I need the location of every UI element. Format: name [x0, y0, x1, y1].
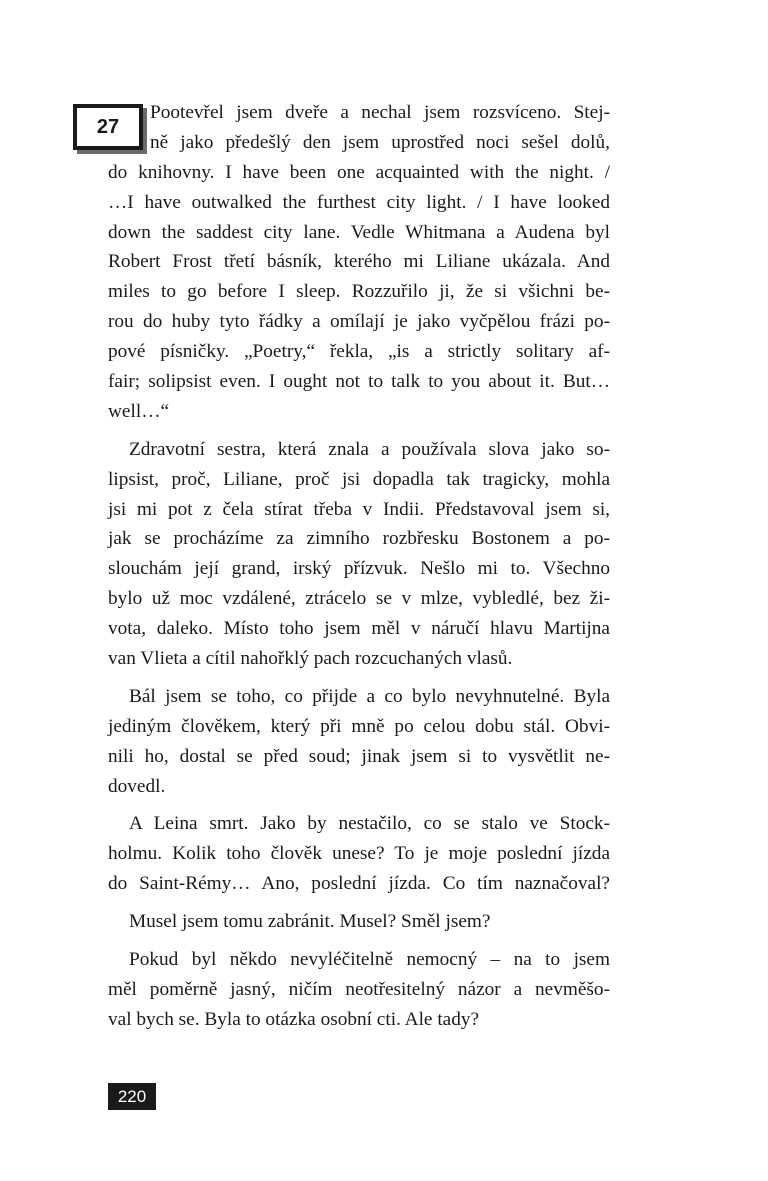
text-line: A Leina smrt. Jako by nestačilo, co se stalo ve Stock-: [129, 813, 610, 835]
text-line: val bych se. Byla to otázka osobní cti. Ale tady?: [108, 1008, 480, 1030]
text-line: holmu. Kolik toho člověk unese? To je moje poslední jízda: [108, 843, 610, 865]
text-line: měl poměrně jasný, ničím neotřesitelný názor a nevměšo-: [108, 978, 610, 1000]
text-line: rou do huby tyto řádky a omílají je jako vyčpělou frázi po-: [108, 311, 610, 333]
chapter-number: 27: [73, 104, 143, 150]
text-line: do knihovny. I have been one acquainted with the night. /: [108, 161, 610, 183]
text-line: …I have outwalked the furthest city light. / I have looked: [108, 191, 610, 213]
text-line: down the saddest city lane. Vedle Whitmana a Audena byl: [108, 221, 610, 243]
text-line: well…“: [108, 400, 170, 422]
text-line: jak se procházíme za zimního rozbřesku Bostonem a po-: [108, 528, 610, 550]
text-line: Bál jsem se toho, co přijde a co bylo nevyhnutelné. Byla: [129, 685, 610, 707]
text-line: jediným člověkem, který při mně po celou dobu stál. Obvi-: [108, 715, 610, 737]
text-line: slouchám její grand, irský přízvuk. Nešlo mi to. Všechno: [108, 558, 610, 580]
text-line: Robert Frost třetí básník, kterého mi Liliane ukázala. And: [108, 251, 610, 273]
text-line: jsi mi pot z čela stírat třeba v Indii. Představoval jsem si,: [108, 498, 610, 520]
body-text: [108, 98, 610, 1035]
text-line: bylo už moc vzdálené, ztrácelo se v mlze, vybledlé, bez ži-: [108, 588, 610, 610]
text-line: fair; solipsist even. I ought not to talk to you about it. But…: [108, 371, 610, 393]
text-line: Pokud byl někdo nevyléčitelně nemocný – na to jsem: [129, 949, 610, 971]
text-line: do Saint-Rémy… Ano, poslední jízda. Co tím naznačoval?: [108, 873, 610, 895]
text-line: Pootevřel jsem dveře a nechal jsem rozsvíceno. Stej-: [150, 102, 610, 123]
text-line: pové písničky. „Poetry,“ řekla, „is a strictly solitary af-: [108, 341, 610, 363]
page-number: 220: [108, 1083, 156, 1110]
text-line: vota, daleko. Místo toho jsem měl v náručí hlavu Martijna: [108, 618, 610, 640]
text-line: van Vlieta a cítil nahořklý pach rozcuchaných vlasů.: [108, 648, 513, 670]
text-line: miles to go before I sleep. Rozzuřilo ji, že si všichni be-: [108, 281, 610, 303]
text-line: Zdravotní sestra, která znala a používala slova jako so-: [129, 438, 610, 460]
text-line: dovedl.: [108, 775, 166, 797]
text-line: nili ho, dostal se před soud; jinak jsem si to vysvětlit ne-: [108, 745, 610, 767]
text-line: lipsist, proč, Liliane, proč jsi dopadla tak tragicky, mohla: [108, 468, 610, 490]
text-line: Musel jsem tomu zabránit. Musel? Směl jsem?: [129, 911, 491, 933]
text-line: ně jako předešlý den jsem uprostřed noci sešel dolů,: [150, 131, 610, 153]
